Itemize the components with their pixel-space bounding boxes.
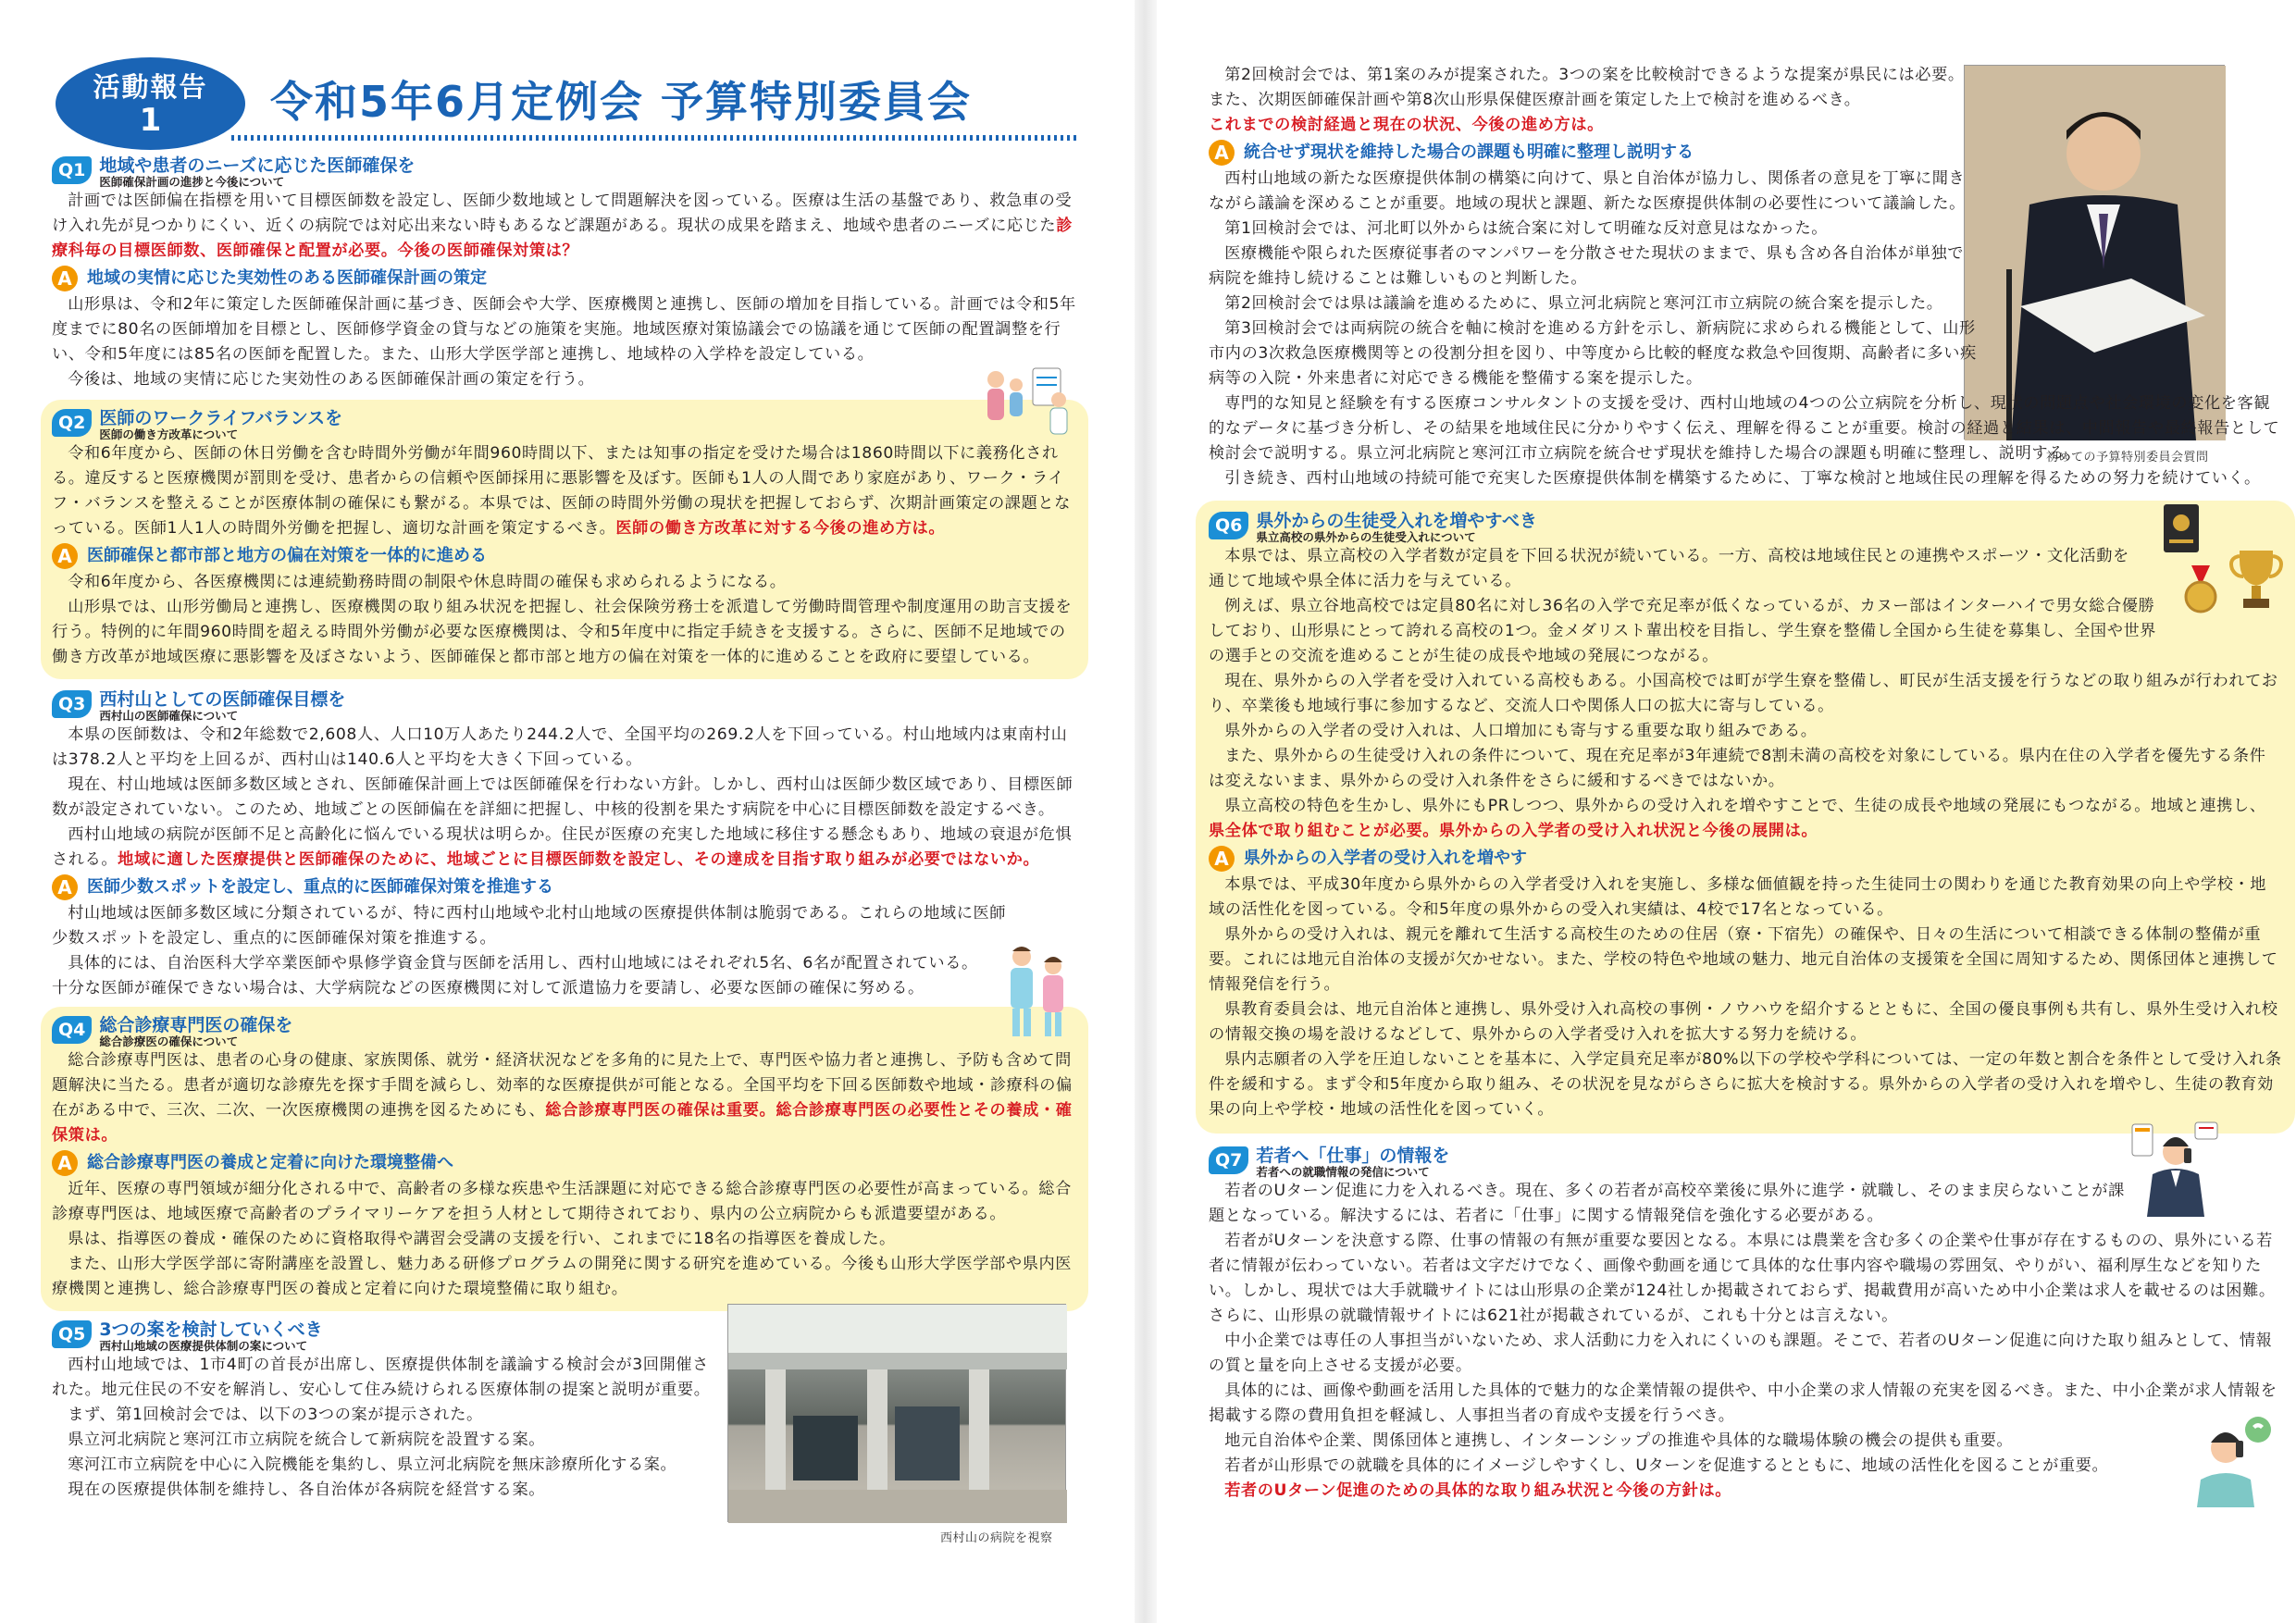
q5-option-3: 現在の医療提供体制を維持し、各自治体が各病院を経営する案。 xyxy=(68,1481,546,1499)
a1-text-1: 山形県は、令和2年に策定した医師確保計画に基づき、医師会や大学、医療機関と連携し、医師の増加を目指している。計画では令和5年度までに80名の医師増加を目標とし、医師修学資金の貸与などの施策を実施。地域医療対策協議会での協議を通じて医師の配置調整を行い、令和5年度には85名の医師を配置した。また、山形大学医学部と連携し、地域枠の入学枠を設定している。 xyxy=(52,295,1076,364)
a5-title: 統合せず現状を維持した場合の課題も明確に整理し説明する xyxy=(1244,142,1694,162)
badge-line1: 活動報告 xyxy=(93,71,208,103)
a6-text-4: 県内志願者の入学を圧迫しないことを基本に、入学定員充足率が80%以下の学校や学科については、一定の年数と割合を条件として受け入れ条件を緩和する。まず令和5年度から取り組み、その状況を見ながらさらに拡大を検討する。県外からの入学者の受け入れを増やし、生徒の教育効果の向上や学校・地域の活性化を図っていく。 xyxy=(1209,1050,2282,1119)
q5-cont-text-2: また、次期医師確保計画や第8次山形県保健医療計画を策定した上で検討を進めるべき。 xyxy=(1209,91,1861,109)
activity-report-badge xyxy=(56,57,245,150)
q3-title: 西村山としての医師確保目標を xyxy=(99,689,346,710)
q7-badge: Q7 xyxy=(1209,1146,1248,1174)
hospital-photo xyxy=(727,1304,1066,1522)
a5-header xyxy=(1209,140,1977,166)
q4-badge: Q4 xyxy=(52,1016,92,1044)
a6-text-2: 県外からの受け入れは、親元を離れて生活する高校生のための住居（寮・下宿先）の確保や、日々の生活について相談できる体制の整備が重要。これには地元自治体の支援が欠かせない。また、学校の特色や地域の魅力、地元自治体の支援策を全国に周知するため、関係団体と連携して情報発信を行う。 xyxy=(1209,925,2278,994)
q6-panel xyxy=(1196,501,2295,1134)
q7-text-5: 地元自治体や企業、関係団体と連携し、インターンシップの推進や具体的な職場体験の機会の提供も重要。 xyxy=(1224,1431,2014,1450)
a1-title: 地域の実情に応じた実効性のある医師確保計画の策定 xyxy=(87,268,487,288)
left-page xyxy=(0,0,1135,1623)
right-column-top xyxy=(1209,63,2282,1504)
q5-option-2: 寒河江市立病院を中心に入院機能を集約し、県立河北病院を無床診療所化する案。 xyxy=(68,1456,677,1474)
q3-text-3: 西村山地域の病院が医師不足と高齢化に悩んでいる現状は明らか。住民が医療の充実した地域に移住する懸念もあり、地域の衰退が危惧される。地域に適した医療提供と医師確保のために、地域ごとに目標医師数を設定し、その達成を目指す取り組みが必要ではないか。 xyxy=(52,825,1073,869)
q4-question-text: 総合診療専門医は、患者の心身の健康、家族関係、就労・経済状況などを多角的に見た上で、専門医や協力者と連携し、予防も含めて問題解決に当たる。患者が適切な診療先を探す手間を減らし、効率的な医療提供が可能となる。全国平均を下回る医師数や地域・診療科の偏在がある中で、三次、二次、一次医療機関の連携を図るためにも、総合診療専門医の確保は重要。総合診療専門医の必要性とその養成・確保策は。 xyxy=(52,1051,1073,1145)
a4-text-2: 県は、指導医の養成・確保のために資格取得や講習会受講の支援を行い、これまでに18名の指導医を養成した。 xyxy=(68,1230,896,1248)
a2-title: 医師確保と都市部と地方の偏在対策を一体的に進める xyxy=(87,546,487,565)
a3-text-3: 十分な医師が確保できない場合は、大学病院などの医療機関に対して派遣協力を要請し、必要な医師の確保に努める。 xyxy=(52,979,925,997)
a6-title: 県外からの入学者の受け入れを増やす xyxy=(1244,849,1527,868)
a5-text-2: 第1回検討会では、河北町以外からは統合案に対して明確な反対意見はなかった。 xyxy=(1224,219,1829,238)
a2-text-2: 山形県では、山形労働局と連携し、医療機関の取り組み状況を把握し、社会保険労務士を派遣して労働時間管理や制度運用の助言支援を行う。特例的に年間960時間を超える時間外労働が必要な医療機関は、令和5年度中に指定手続きを支援する。さらに、医師不足地域での働き方改革が地域医療に悪影響を及ぼさないよう、医師確保と都市部と地方の偏在対策を一体的に進めることを政府に要望している。 xyxy=(52,598,1073,666)
left-column xyxy=(52,151,1077,1545)
a5-text-6: 専門的な知見と経験を有する医療コンサルタントの支援を受け、西村山地域の4つの公立病院を分析し、現状の問題点や社会環境の変化を客観的なデータに基づき分析し、その結果を地域住民に分かりやすく伝え、理解を得ることが重要。検討の経過と結果は、中間報告や最終報告として検討会で説明する。県立河北病院と寒河江市立病院を統合せず現状を維持した場合の課題も明確に整理し、説明する。 xyxy=(1209,394,2280,463)
q1-badge: Q1 xyxy=(52,156,92,184)
q5-key-question: これまでの検討経過と現在の状況、今後の進め方は。 xyxy=(1209,116,1604,134)
a3-badge: A xyxy=(52,874,78,900)
hospital-photo-caption: 西村山の病院を視察 xyxy=(940,1531,1053,1545)
q1-key-question: 診療科毎の目標医師数、医師確保と配置が必要。今後の医師確保対策は？ xyxy=(52,217,1074,260)
q3-badge: Q3 xyxy=(52,690,92,718)
a6-badge: A xyxy=(1209,846,1235,872)
a6-text-1: 本県では、平成30年度から県外からの入学者受け入れを実施し、多様な価値観を持った生徒同士の関わりを通じた教育効果の向上や学校・地域の活性化を図っている。令和5年度の県外からの受入れ実績は、4校で17名となっている。 xyxy=(1209,875,2267,919)
trophy-medal-illustration xyxy=(2147,499,2286,638)
a5-badge: A xyxy=(1209,140,1235,166)
q5-subtitle: 西村山地域の医療提供体制の案について xyxy=(99,1339,308,1353)
q4-panel xyxy=(41,1007,1088,1311)
q2-title: 医師のワークライフバランスを xyxy=(99,408,343,428)
q4-subtitle: 総合診療医の確保について xyxy=(99,1035,239,1048)
q2-subtitle: 医師の働き方改革について xyxy=(99,427,239,441)
a3-text-1: 村山地域は医師多数区域に分類されているが、特に西村山地域や北村山地域の医療提供体制は脆弱である。これらの地域に医師少数スポットを設定し、重点的に医師確保対策を推進する。 xyxy=(52,904,1007,948)
q3-header xyxy=(52,690,1077,723)
a4-title: 総合診療専門医の養成と定着に向けた環境整備へ xyxy=(87,1153,453,1172)
q6-subtitle: 県立高校の県外からの生徒受入れについて xyxy=(1256,530,1476,544)
q6-text-2: 例えば、県立谷地高校では定員80名に対し36名の入学で充足率が低くなっているが、カヌー部はインターハイで男女総合優勝しており、山形県にとって誇れる高校の1つ。金メダリスト輩出校を目指し、学生寮を整備し全国から生徒を募集し、全国や世界の選手との交流を進めることが生徒の成長や地域の発展につながる。 xyxy=(1209,597,2157,665)
a1-badge: A xyxy=(52,266,78,291)
businessman-phone-illustration xyxy=(2125,1119,2227,1220)
q1-subtitle: 医師確保計画の進捗と今後について xyxy=(99,175,285,189)
q3-text-1: 本県の医師数は、令和2年総数で2,608人、人口10万人あたり244.2人で、全国平均の269.2人を下回っている。村山地域内は東南村山は378.2人と平均を上回るが、西村山は140.6人と平均を大きく下回っている。 xyxy=(52,725,1068,769)
q5-cont-text-1: 第2回検討会では、第1案のみが提案された。3つの案を比較検討できるような提案が県民には必要。 xyxy=(1224,66,1965,84)
q5-badge: Q5 xyxy=(52,1320,92,1348)
q6-header xyxy=(1209,512,2282,544)
q5-text-1: 西村山地域では、1市4町の首長が出席し、医療提供体制を議論する検討会が3回開催された。地元住民の不安を解消し、安心して住み続けられる医療体制の提案と説明が重要。 xyxy=(52,1356,711,1399)
title-underline xyxy=(231,135,1078,141)
a4-text-1: 近年、医療の専門領域が細分化される中で、高齢者の多様な疾患や生活課題に対応できる総合診療専門医の必要性が高まっている。総合診療専門医は、地域医療で高齢者のプライマリーケアを担う人材として期待されており、県内の公立病院からも派遣要望がある。 xyxy=(52,1180,1072,1223)
q6-text-4: 県外からの入学者の受け入れは、人口増加にも寄与する重要な取り組みである。 xyxy=(1224,722,1818,740)
q6-text-5: また、県外からの生徒受け入れの条件について、現在充足率が3年連続で8割未満の高校を対象にしている。県内在住の入学者を優先する条件は変えないまま、県外からの受け入れ条件をさらに緩和するべきではないか。 xyxy=(1209,747,2266,790)
q1-question-text: 計画では医師偏在指標を用いて目標医師数を設定し、医師少数地域として問題解決を図っている。医療は生活の基盤であり、救急車の受け入れ先が見つかりにくい、近くの病院では対応出来ない時もあるなど課題がある。現状の成果を踏まえ、地域や患者のニーズに応じた診療科毎の目標医師数、医師確保と配置が必要。今後の医師確保対策は？ xyxy=(52,192,1074,260)
a3-title: 医師少数スポットを設定し、重点的に医師確保対策を推進する xyxy=(87,877,553,897)
q2-panel xyxy=(41,400,1088,679)
medical-staff-illustration xyxy=(1001,942,1075,1044)
q7-text-6: 若者が山形県での就職を具体的にイメージしやすくし、Uターンを促進するとともに、地域の活性化を図ることが重要。 xyxy=(1224,1456,2109,1475)
a4-header xyxy=(52,1150,1077,1176)
q7-header xyxy=(1209,1146,2282,1179)
a6-text-3: 県教育委員会は、地元自治体と連携し、県外受け入れ高校の事例・ノウハウを紹介するとともに、全国の優良事例も共有し、県外生受け入れ校の情報交換の場を設けるなどして、県外からの入学者受け入れを拡大する努力を続ける。 xyxy=(1209,1000,2278,1044)
q2-badge: Q2 xyxy=(52,409,92,437)
q7-text-2: 若者がUターンを決意する際、仕事の情報の有無が重要な要因となる。本県には農業を含む多くの企業や仕事が存在するものの、県外にいる若者に情報が伝わっていない。若者は文字だけでなく、画像や動画を通じて具体的な仕事内容や職場の雰囲気、やりがい、福利厚生などを知りたい。しかし、現状では大手就職サイトには山形県の企業が124社しか掲載されておらず、掲載費用が高いため中小企業は求人を載せるのは困難。さらに、山形県の就職情報サイトには621社が掲載されているが、これも十分とは言えない。 xyxy=(1209,1232,2276,1325)
q4-key-question: 総合診療専門医の確保は重要。総合診療専門医の必要性とその養成・確保策は。 xyxy=(52,1101,1073,1145)
q4-title: 総合診療専門医の確保を xyxy=(99,1015,293,1035)
q7-title: 若者へ「仕事」の情報を xyxy=(1256,1146,1450,1166)
badge-number: 1 xyxy=(139,102,162,139)
page-gutter xyxy=(1135,0,1157,1623)
q6-text-1: 本県では、県立高校の入学者数が定員を下回る状況が続いている。一方、高校は地域住民との連携やスポーツ・文化活動を通じて地域や県全体に活力を与えている。 xyxy=(1209,547,2129,590)
a2-header xyxy=(52,543,1077,569)
committee-photo-caption: 初めての予算特別委員会質問 xyxy=(2046,451,2209,465)
a2-badge: A xyxy=(52,543,78,569)
q7-section xyxy=(1209,1146,2282,1504)
q6-key-question: 県全体で取り組むことが必要。県外からの入学者の受け入れ状況と今後の展開は。 xyxy=(1209,822,1818,840)
a5-text-4: 第2回検討会では県は議論を進めるために、県立河北病院と寒河江市立病院の統合案を提示した。 xyxy=(1224,294,1943,313)
a1-text-2: 今後は、地域の実情に応じた実効性のある医師確保計画の策定を行う。 xyxy=(68,370,595,389)
q5-title: 3つの案を検討していくべき xyxy=(99,1319,323,1340)
a4-badge: A xyxy=(52,1150,78,1176)
q2-header xyxy=(52,409,1077,441)
q7-text-3: 中小企業では専任の人事担当がいないため、求人活動に力を入れにくいのも課題。そこで、若者のUターン促進に向けた取り組みとして、情報の質と量を向上させる支援が必要。 xyxy=(1209,1332,2273,1375)
page-title: 令和5年6月定例会 予算特別委員会 xyxy=(270,77,973,127)
a2-text-1: 令和6年度から、各医療機関には連続勤務時間の制限や休息時間の確保も求められるようになる。 xyxy=(68,573,787,591)
q5-continuation xyxy=(1209,63,2282,316)
a1-header xyxy=(52,266,1077,291)
q3-key-question: 地域に適した医療提供と医師確保のために、地域ごとに目標医師数を設定し、その達成を目指す取り組みが必要ではないか。 xyxy=(118,850,1040,869)
a5-text-1: 西村山地域の新たな医療提供体制の構築に向けて、県と自治体が協力し、関係者の意見を丁寧に聞きながら議論を深めることが重要。地域の現状と課題、新たな医療提供体制の必要性について議論した。 xyxy=(1209,169,1966,213)
q1-header xyxy=(52,156,1077,189)
a5-text-7: 引き続き、西村山地域の持続可能で充実した医療提供体制を構築するために、丁寧な検討と地域住民の理解を得るための努力を続けていく。 xyxy=(1224,469,2261,488)
q7-subtitle: 若者への就職情報の発信について xyxy=(1256,1165,1430,1179)
q2-question-text: 令和6年度から、医師の休日労働を含む時間外労働が年間960時間以下、または知事の指定を受けた場合は1860時間以下に義務化される。違反すると医療機関が罰則を受け、患者からの信頼や医師採用に悪影響を及ぼす。医師も1人の人間であり家庭があり、ワーク・ライフ・バランスを整えることが医療体制の確保にも繋がる。本県では、医師の時間外労働の現状を把握しておらず、次期計画策定の課題となっている。医師1人1人の時間外労働を把握し、適切な計画を策定するべき。医師の働き方改革に対する今後の進め方は。 xyxy=(52,444,1071,538)
q6-text-3: 現在、県外からの入学者を受け入れている高校もある。小国高校では町が学生寮を整備し、町民が生活支援を行うなどの取り組みが行われており、卒業後も地域行事に参加するなど、交流人口や関係人口の拡大に寄与している。 xyxy=(1209,672,2278,715)
doctor-family-illustration xyxy=(975,363,1077,437)
a6-header xyxy=(1209,846,2282,872)
young-man-phone-illustration xyxy=(2184,1415,2277,1507)
q5-section xyxy=(52,1319,1077,1545)
q5-header xyxy=(52,1320,714,1353)
q7-key-question: 若者のUターン促進のための具体的な取り組み状況と今後の方針は。 xyxy=(1224,1481,1732,1500)
a5-text-3: 医療機能や限られた医療従事者のマンパワーを分散させた現状のままで、県も含め各自治体が単独で病院を維持し続けることは難しいものと判断した。 xyxy=(1209,244,1965,288)
q6-text-6: 県立高校の特色を生かし、県外にもPRしつつ、県外からの受け入れを増やすことで、生徒の成長や地域の発展にもつながる。地域と連携し、県全体で取り組むことが必要。県外からの入学者の受け入れ状況と今後の展開は。 xyxy=(1209,797,2266,840)
a3-text-2: 具体的には、自治医科大学卒業医師や県修学資金貸与医師を活用し、西村山地域にはそれぞれ5名、6名が配置されている。 xyxy=(68,954,978,973)
a4-text-3: また、山形大学医学部に寄附講座を設置し、魅力ある研修プログラムの開発に関する研究を進めている。今後も山形大学医学部や県内医療機関と連携し、総合診療専門医の養成と定着に向けた環境整備に取り組む。 xyxy=(52,1255,1073,1298)
q7-text-1: 若者のUターン促進に力を入れるべき。現在、多くの若者が高校卒業後に県外に進学・就職し、そのまま戻らないことが課題となっている。解決するには、若者に「仕事」に関する情報発信を強化する必要がある。 xyxy=(1209,1182,2125,1225)
a3-header xyxy=(52,874,1077,900)
q3-text-2: 現在、村山地域は医師多数区域とされ、医師確保計画上では医師確保を行わない方針。しかし、西村山は医師少数区域であり、目標医師数が設定されていない。このため、地域ごとの医師偏在を詳細に把握し、中核的役割を果たす病院を中心に目標医師数を設定するべき。 xyxy=(52,775,1074,819)
q5-option-1: 県立河北病院と寒河江市立病院を統合して新病院を設置する案。 xyxy=(68,1431,546,1449)
a5-text-5: 第3回検討会では両病院の統合を軸に検討を進める方針を示し、新病院に求められる機能として、山形市内の3次救急医療機関等との役割分担を図り、中等度から比較的軽度な救急や回復期、高齢者に多い疾病等の入院・外来患者に対応できる機能を整備する案を提示した。 xyxy=(1209,319,1977,388)
q4-header xyxy=(52,1016,1077,1048)
q1-title: 地域や患者のニーズに応じた医師確保を xyxy=(99,155,416,176)
q2-key-question: 医師の働き方改革に対する今後の進め方は。 xyxy=(615,519,946,538)
q5-text-2: まず、第1回検討会では、以下の3つの案が提示された。 xyxy=(68,1406,483,1424)
q7-text-4: 具体的には、画像や動画を活用した具体的で魅力的な企業情報の提供や、中小企業の求人情報の充実を図るべき。また、中小企業が求人情報を掲載する際の費用負担を軽減し、人事担当者の育成や支援を行うべき。 xyxy=(1209,1381,2277,1425)
q6-badge: Q6 xyxy=(1209,512,1248,539)
q6-title: 県外からの生徒受入れを増やすべき xyxy=(1256,511,1537,531)
q3-subtitle: 西村山の医師確保について xyxy=(99,709,239,723)
right-page xyxy=(1157,0,2296,1623)
